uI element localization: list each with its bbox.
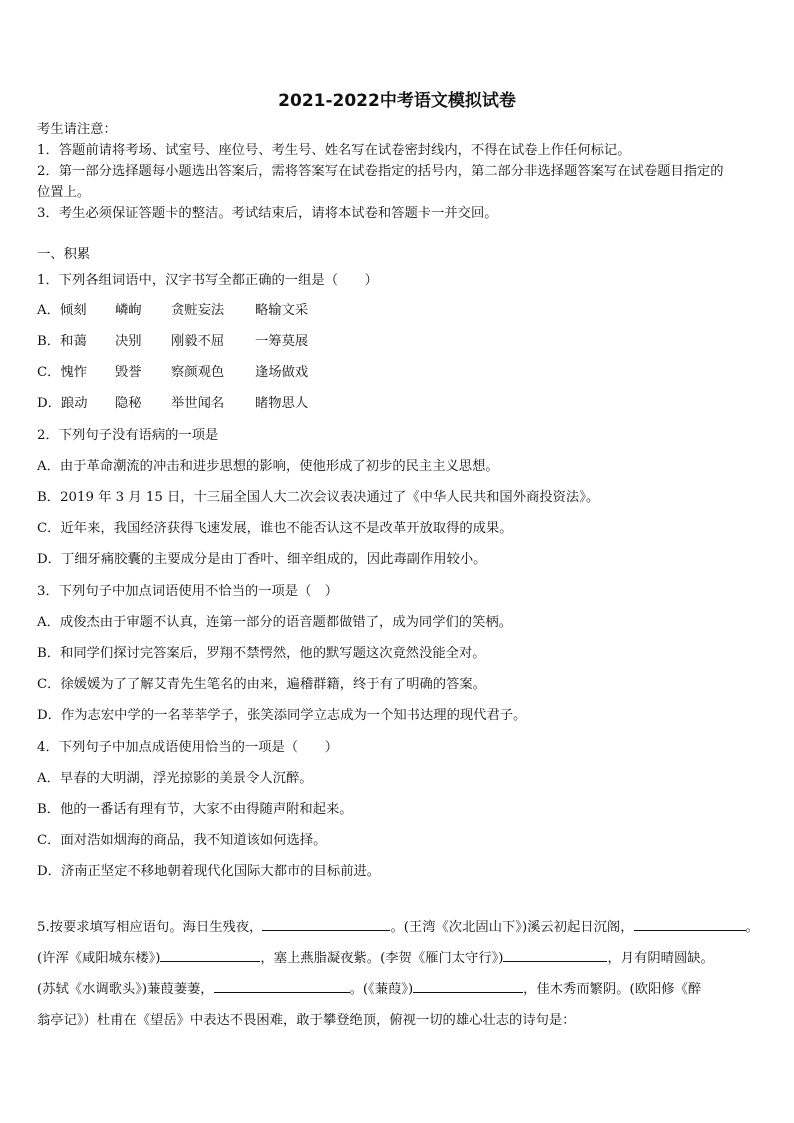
answer-blank[interactable] <box>214 978 350 993</box>
q2-option-a[interactable]: A．由于革命潮流的冲击和进步思想的影响，使他形成了初步的民主主义思想。 <box>37 459 499 474</box>
question-3-stem: 3．下列句子中加点词语使用不恰当的一项是（ ） <box>37 584 338 599</box>
notice-heading: 考生请注意： <box>37 122 117 137</box>
q3-option-b[interactable]: B．和同学们探讨完答案后，罗翔不禁愕然，他的默写题这次竟然没能全对。 <box>37 646 486 661</box>
q2-option-b[interactable]: B．2019 年 3 月 15 日，十三届全国人大二次会议表决通过了《中华人民共和国外商投资法》。 <box>37 490 600 505</box>
q4-option-d[interactable]: D．济南正坚定不移地朝着现代化国际大都市的目标前进。 <box>37 864 381 879</box>
q4-option-c[interactable]: C．面对浩如烟海的商品，我不知道该如何选择。 <box>37 833 327 848</box>
question-5: 5.按要求填写相应语句。海日生残夜， 。(王湾《次北固山下》)溪云初起日沉阁， 。 (许浑《咸阳城东楼》) ，塞上燕脂凝夜紫。(李贺《雁门太守行》) ，月有阴晴圆缺。 (苏轼《水调歌头》)蒹葭萋萋， 。(《蒹葭》) ，佳木秀而繁阴。(欧阳修《醉 翁亭记》）杜甫在《望岳》中表达不畏困难，敢于攀登绝顶，俯视一切的雄心壮志的诗句是： <box>37 912 767 1036</box>
question-2-stem: 2．下列句子没有语病的一项是 <box>37 428 219 443</box>
answer-blank[interactable] <box>413 978 523 993</box>
notice-item: 2．第一部分选择题每小题选出答案后，需将答案写在试卷指定的括号内，第二部分非选择题答案写在试卷题目指定的 <box>37 164 724 179</box>
notice-item: 3．考生必须保证答题卡的整洁。考试结束后，请将本试卷和答题卡一并交回。 <box>37 206 498 221</box>
answer-blank[interactable] <box>262 916 390 931</box>
q3-option-c[interactable]: C．徐媛媛为了了解艾青先生笔名的由来，遍稽群籍，终于有了明确的答案。 <box>37 677 486 692</box>
question-4-stem: 4．下列句子中加点成语使用恰当的一项是（ ） <box>37 740 338 755</box>
q1-option-d[interactable]: D．踉动 隐秘 举世闻名 睹物思人 <box>37 396 309 411</box>
question-1-stem: 1．下列各组词语中，汉字书写全都正确的一组是（ ） <box>37 273 378 288</box>
notice-item: 位置上。 <box>37 185 91 200</box>
q4-option-b[interactable]: B．他的一番话有理有节，大家不由得随声附和起来。 <box>37 802 353 817</box>
q1-option-b[interactable]: B．和蔼 决别 刚毅不屈 一筹莫展 <box>37 334 309 349</box>
q2-option-c[interactable]: C．近年来，我国经济获得飞速发展，谁也不能否认这不是改革开放取得的成果。 <box>37 521 513 536</box>
answer-blank[interactable] <box>634 916 746 931</box>
answer-blank[interactable] <box>160 947 260 962</box>
notice-item: 1．答题前请将考场、试室号、座位号、考生号、姓名写在试卷密封线内，不得在试卷上作任何标记。 <box>37 143 631 158</box>
q4-option-a[interactable]: A．早春的大明湖，浮光掠影的美景令人沉醉。 <box>37 771 313 786</box>
section-heading: 一、积累 <box>37 247 91 262</box>
q1-option-a[interactable]: A．倾刻 嶙峋 贪赃妄法 略输文采 <box>37 303 309 318</box>
answer-blank[interactable] <box>503 947 607 962</box>
q2-option-d[interactable]: D．丁细牙痛胶囊的主要成分是由丁香叶、细辛组成的，因此毒副作用较小。 <box>37 552 487 567</box>
q3-option-d[interactable]: D．作为志宏中学的一名莘莘学子，张笑添同学立志成为一个知书达理的现代君子。 <box>37 708 527 723</box>
q3-option-a[interactable]: A．成俊杰由于审题不认真，连第一部分的语音题都做错了，成为同学们的笑柄。 <box>37 615 512 630</box>
page-title: 2021-2022中考语文模拟试卷 <box>278 91 516 111</box>
q1-option-c[interactable]: C．愧怍 毁誉 察颜观色 逢场做戏 <box>37 365 309 380</box>
